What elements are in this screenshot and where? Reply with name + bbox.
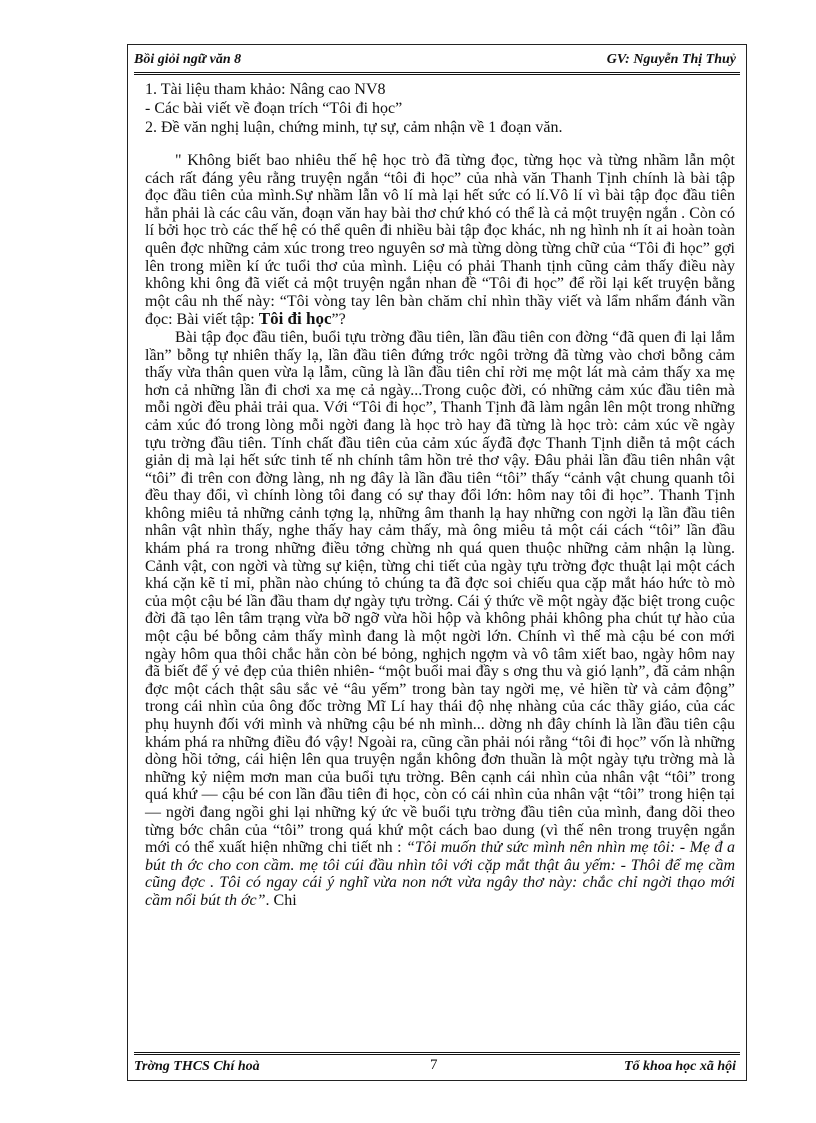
- essay-text: ”?: [331, 311, 346, 329]
- essay-paragraph-2: [145, 329, 735, 910]
- story-title-bold: Tôi đi học: [258, 309, 332, 329]
- assignment-line: 2. Đề văn nghị luận, chứng minh, tự sự, cảm nhận về 1 đoạn văn.: [145, 119, 563, 136]
- page-number: 7: [430, 1057, 438, 1073]
- story-quote: “Tôi muốn thử sức mình nên nhìn mẹ tôi: - Mẹ đ a bút th ớc cho con cầm. mẹ tôi cúi đầu nhìn tôi với cặp mắt thật âu yếm: - Thôi để mẹ cầm cũng đợc . Tôi có ngay cái ý nghĩ vừa non nớt vừa ngây thơ này: chắc chỉ ngời thạo mới cầm nổi bút th ớc”: [145, 839, 735, 909]
- footer-school-name: Trờng THCS Chí hoà: [134, 1059, 260, 1074]
- reference-line: - Các bài viết về đoạn trích “Tôi đi học”: [145, 100, 403, 117]
- essay-paragraph-1: [145, 152, 735, 329]
- reference-line: 1. Tài liệu tham khảo: Nâng cao NV8: [145, 81, 386, 98]
- page-footer: [134, 1052, 740, 1077]
- essay-text: . Chi: [265, 891, 297, 909]
- essay-text: Bài tập đọc đầu tiên, buổi tựu trờng đầu tiên, lần đầu tiên con đờng “đã quen đi lại lắm lần” bỗng tự nhiên thấy lạ, lần đầu tiên đứng trớc ngôi trờng đã từng vào chơi bỗng cảm thấy vừa thân quen vừa lạ lẫm, cũng là lần đầu tiên chỉ rời mẹ một lát mà cảm thấy xa mẹ hơn cả những lần đi chơi xa mẹ cả ngày...Trong cuộc đời, có những cảm xúc đầu tiên mà mỗi ngời đều phải trải qua. Với “Tôi đi học”, Thanh Tịnh đã làm ngân lên một trong những cảm xúc đó trong lòng mỗi ngời đang là học trò hay đã từng là học trò: cảm xúc về ngày tựu trờng đầu tiên. Tính chất đầu tiên của cảm xúc ấyđã đợc Thanh Tịnh diễn tả một cách giản dị mà lại hết sức tinh tế nh chính tâm hồn trẻ thơ vậy. Đâu phải lần đầu tiên nhân vật “tôi” đi trên con đờng làng, nh ng đây là lần đầu tiên “tôi” thấy “cảnh vật chung quanh tôi đều thay đổi, vì chính lòng tôi đang có sự thay đổi lớn: hôm nay tôi đi học”. Thanh Tịnh không miêu tả những cảnh tợng lạ, những âm thanh lạ hay những con ngời lạ lần đầu tiên nhân vật nhìn thấy, nghe thấy hay cảm thấy, mà ông miêu tả một cái cách “tôi” lần đầu khám phá ra trong những điều tởng chừng nh quá quen thuộc những cảm nhận lạ lùng. Cảnh vật, con ngời và từng sự kiện, từng chi tiết của ngày tựu trờng đợc thuật lại một cách khá cặn kẽ tỉ mỉ, phần nào chúng tỏ chúng ta đã đợc soi chiếu qua cặp mắt háo hức tò mò của một cậu bé lần đầu tham dự ngày tựu trờng. Cái ý thức về một ngày đặc biệt trong cuộc đời đã tạo lên tâm trạng vừa bỡ ngỡ vừa hồi hộp và không phải không pha chút tự hào của một cậu bé bỗng cảm thấy mình đang là một ngời lớn. Chính vì thế mà cậu bé con mới ngày hôm qua thôi chắc hẳn còn bé bỏng, nghịch ngợm và vô tâm xiết bao, ngày hôm nay đã biết để ý vẻ đẹp của thiên nhiên- “một buổi mai đầy s ơng thu và gió lạnh”, đã cảm nhận đợc một cách thật sâu sắc vẻ “âu yếm” trong bàn tay ngời mẹ, vẻ hiền từ và cảm động” trong cái nhìn của ông đốc trờng Mĩ Lí hay thái độ nhẹ nhàng của các thầy giáo, của các phụ huynh đối với mình và những cậu bé nh mình... dờng nh đây chính là lần đầu tiên cậu khám phá ra những điều đó vậy! Ngoài ra, cũng cần phải nói rằng “tôi đi học” vốn là những dòng hồi tởng, cái hiện lên qua truyện ngắn không đơn thuần là một ngày tựu trờng mà là những kỷ niệm mơn man của buổi tựu trờng. Bên cạnh cái nhìn của nhân vật “tôi” trong quá khứ — cậu bé con lần đầu tiên đi học, còn có cái nhìn của nhân vật “tôi” trong hiện tại — ngời đang ngồi ghi lại những ký ức về buổi tựu trờng đầu tiên của mình, đang dõi theo từng bớc chân của “tôi” trong quá khứ một cách bao dung (vì thế nên trong truyện ngắn mới có thể xuất hiện những chi tiết nh :: [145, 328, 735, 857]
- page-header: [134, 50, 740, 75]
- essay-body: [145, 152, 735, 910]
- header-course-title: Bồi giỏi ngữ văn 8: [134, 52, 242, 67]
- footer-department: Tổ khoa học xã hội: [623, 1059, 736, 1074]
- essay-text: " Không biết bao nhiêu thế hệ học trò đã từng đọc, từng học và từng nhầm lẫn một cách rất đáng yêu rằng truyện ngắn “tôi đi học” của nhà văn Thanh Tịnh chính là bài tập đọc đầu tiên của mình.Sự nhầm lẫn vô lí mà lại hết sức có lí.Vô lí vì bài tập đọc đầu tiên hẳn phải là các câu văn, đoạn văn hay bài thơ chứ khó có thể là cả một truyện ngắn . Còn có lí bởi học trò các thế hệ có thể quên đi nhiều bài tập đọc khác, nh ng hình nh ít ai hoàn toàn quên đợc những cảm xúc trong treo nguyên sơ mà từng dòng từng chữ của “Tôi đi học” gợi lên trong miền kí ức tuổi thơ của mình. Liệu có phải Thanh tịnh cũng cảm thấy điều này không khi ông đã viết cả một truyện ngắn nhan đề “Tôi đi học” để rồi lại kết truyện bằng một câu nh thế này: “Tôi vòng tay lên bàn chăm chỉ nhìn thầy viết và lẩm nhẩm đánh vần đọc: Bài viết tập:: [145, 152, 735, 329]
- header-teacher-name: GV: Nguyễn Thị Thuỷ: [606, 52, 736, 67]
- references-section: [145, 80, 735, 137]
